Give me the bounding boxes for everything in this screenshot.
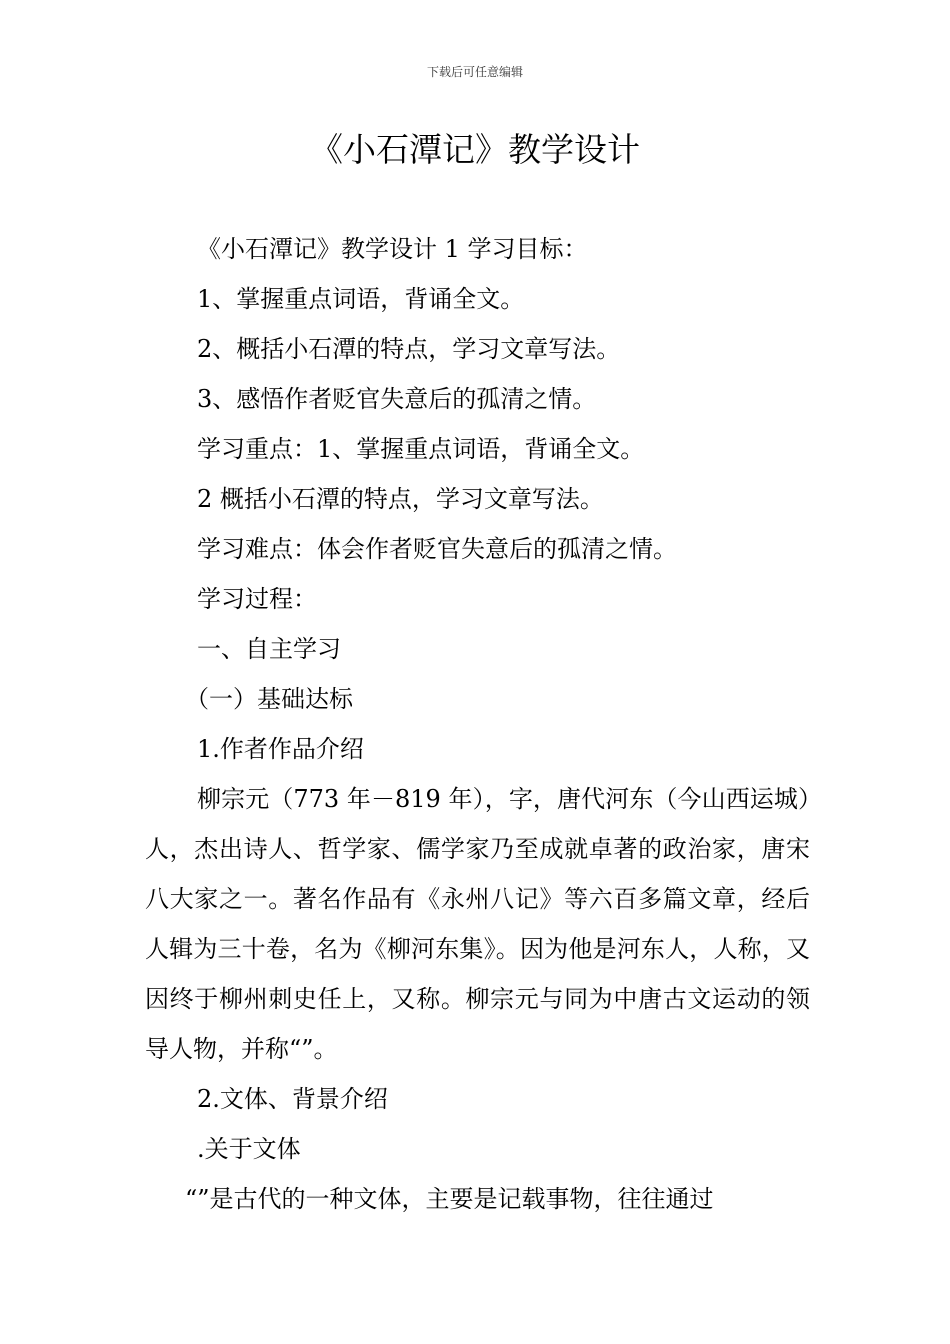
paragraph-key-points: 学习重点：1、掌握重点词语，背诵全文。 <box>197 435 645 463</box>
paragraph-genre-heading: 2.文体、背景介绍 <box>197 1085 388 1113</box>
paragraph-subsection-1: （一）基础达标 <box>185 685 353 713</box>
paragraph-process-heading: 学习过程： <box>197 585 317 613</box>
header-note: 下载后可任意编辑 <box>426 65 523 79</box>
document-title: 《小石潭记》教学设计 <box>310 130 640 169</box>
paragraph-author-heading: 1.作者作品介绍 <box>197 735 364 763</box>
paragraph-author-bio: 柳宗元（773 年－819 年），字，唐代河东（今山西运城）人，杰出诗人、哲学家、儒学家乃至成就卓著的政治家，唐宋八大家之一。著名作品有《永州八记》等六百多篇文章，经后人辑为三十卷，名为《柳河东集》。因为他是河东人，人称，又因终于柳州刺史任上，又称。柳宗元与同为中唐古文运动的领导人物，并称“”。 <box>145 785 810 1063</box>
paragraph-section-1: 一、自主学习 <box>197 635 341 663</box>
paragraph-key-point-2: 2 概括小石潭的特点，学习文章写法。 <box>197 485 604 513</box>
paragraph-genre-subheading: .关于文体 <box>197 1135 301 1163</box>
paragraph-goal-1: 1、掌握重点词语，背诵全文。 <box>197 285 525 313</box>
paragraph-genre-text: “”是古代的一种文体，主要是记载事物，往往通过 <box>185 1185 714 1213</box>
document-body <box>145 224 810 1224</box>
paragraph-goal-3: 3、感悟作者贬官失意后的孤清之情。 <box>197 385 597 413</box>
paragraph-intro: 《小石潭记》教学设计 1 学习目标： <box>197 235 588 263</box>
paragraph-goal-2: 2、概括小石潭的特点，学习文章写法。 <box>197 335 621 363</box>
paragraph-difficulty: 学习难点：体会作者贬官失意后的孤清之情。 <box>197 535 677 563</box>
